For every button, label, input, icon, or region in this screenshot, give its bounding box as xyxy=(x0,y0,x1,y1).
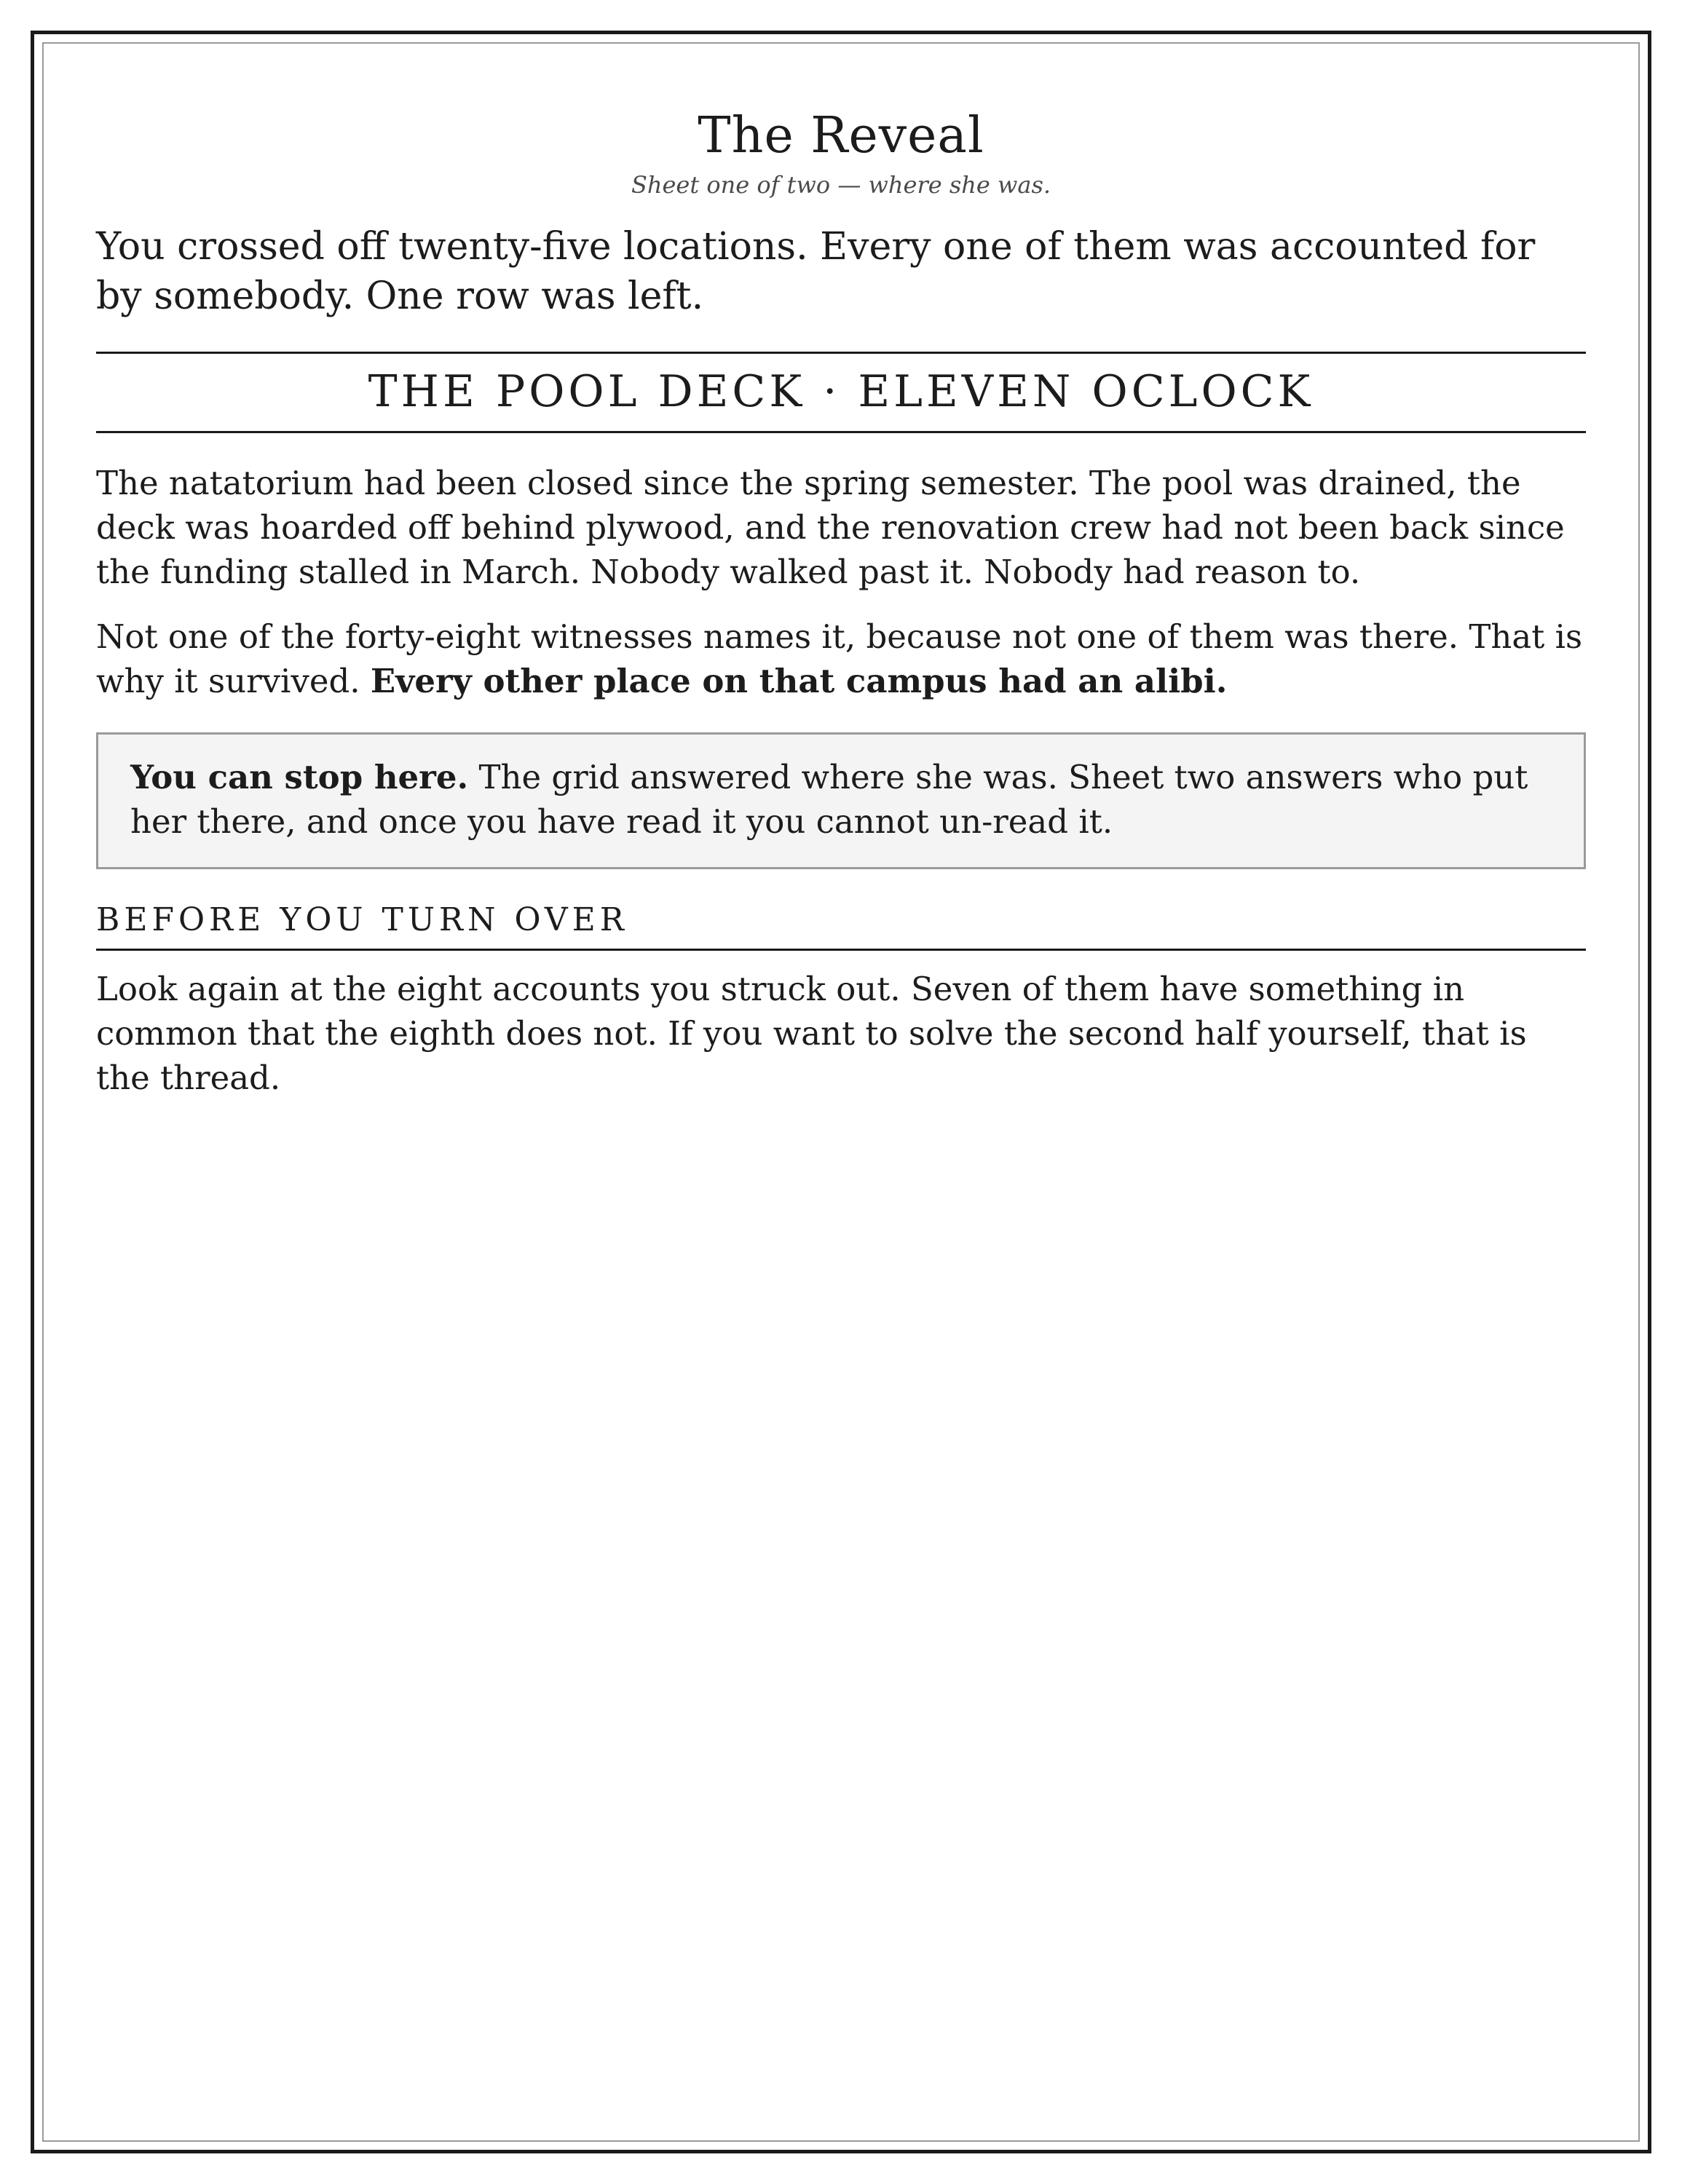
body-paragraph-1: The natatorium had been closed since the spring semester. The pool was drained, the deck was hoarded off behind plywood, and the renovation crew had not been back since the funding stalled in March. Nobody walked past it. Nobody had reason to. xyxy=(96,463,1565,591)
callout-emphasis: You can stop here. xyxy=(130,757,469,796)
page-title: The Reveal xyxy=(698,107,984,165)
body-paragraph-2 xyxy=(96,614,1586,703)
body-paragraph-2-emphasis: Every other place on that campus had an alibi. xyxy=(370,661,1228,700)
section-heading: THE POOL DECK · ELEVEN OCLOCK xyxy=(96,352,1586,433)
body-paragraph-2-text: Not one of the forty-eight witnesses names it, because not one of them was there. That is why it survived. xyxy=(96,617,1583,700)
callout-text: The grid answered where she was. Sheet two answers who put her there, and once you have read it you cannot un-read it. xyxy=(130,757,1528,841)
subheading: BEFORE YOU TURN OVER xyxy=(96,901,1586,951)
page-subtitle: Sheet one of two — where she was. xyxy=(631,170,1051,199)
stop-here-callout xyxy=(96,732,1586,869)
body-paragraph-3: Look again at the eight accounts you struck out. Seven of them have something in common that the eighth does not. If you want to solve the second half yourself, that is the thread. xyxy=(96,969,1527,1097)
lede-paragraph: You crossed off twenty-five locations. Every one of them was accounted for by somebody. One row was left. xyxy=(96,224,1536,318)
document-body xyxy=(96,109,1586,1100)
